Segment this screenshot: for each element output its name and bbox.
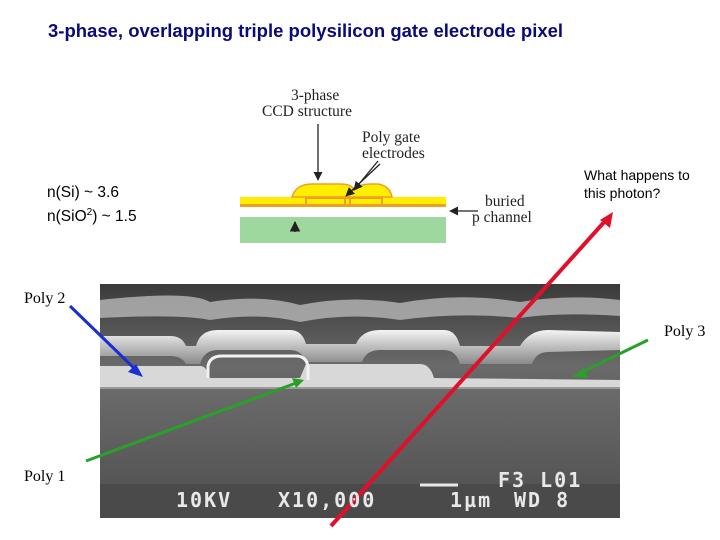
ccd-structure-label-line1: 3-phase bbox=[291, 87, 340, 104]
sem-magnification: X10,000 bbox=[278, 488, 377, 512]
gate-electrode-label-line1: Poly gate bbox=[362, 129, 421, 146]
poly2-label: Poly 2 bbox=[24, 290, 66, 307]
ccd-schematic bbox=[240, 124, 478, 243]
si-refractive-index: n(Si) ~ 3.6 bbox=[47, 184, 119, 201]
sem-frame: F3 L01 bbox=[498, 468, 583, 492]
page-title: 3-phase, overlapping triple polysilicon gate electrode pixel bbox=[48, 20, 564, 41]
buried-channel-label bbox=[472, 193, 532, 226]
sem-scale: 1µm bbox=[450, 488, 493, 512]
photon-question-line2: this photon? bbox=[584, 185, 661, 201]
photon-question-line1: What happens to bbox=[584, 167, 690, 183]
poly1-label: Poly 1 bbox=[24, 468, 66, 485]
sio2-suffix: ) ~ 1.5 bbox=[92, 208, 137, 226]
oxide-layer bbox=[240, 206, 446, 217]
sem-working-distance: WD 8 bbox=[514, 488, 571, 512]
sio2-subscript: 2 bbox=[86, 207, 93, 218]
sio2-prefix: n(SiO bbox=[47, 208, 87, 226]
ccd-structure-label bbox=[262, 87, 352, 120]
sem-voltage: 10KV bbox=[176, 488, 233, 512]
buried-channel-label-line1: buried bbox=[485, 193, 525, 210]
buried-channel-label-line2: p channel bbox=[472, 209, 532, 226]
poly-gate-bumps bbox=[292, 184, 392, 197]
ccd-structure-label-line2: CCD structure bbox=[262, 103, 352, 120]
gate-electrode-label-line2: electrodes bbox=[362, 145, 425, 162]
substrate-region bbox=[240, 216, 446, 243]
gate-electrode-label bbox=[362, 130, 425, 162]
poly3-label: Poly 3 bbox=[664, 323, 706, 340]
